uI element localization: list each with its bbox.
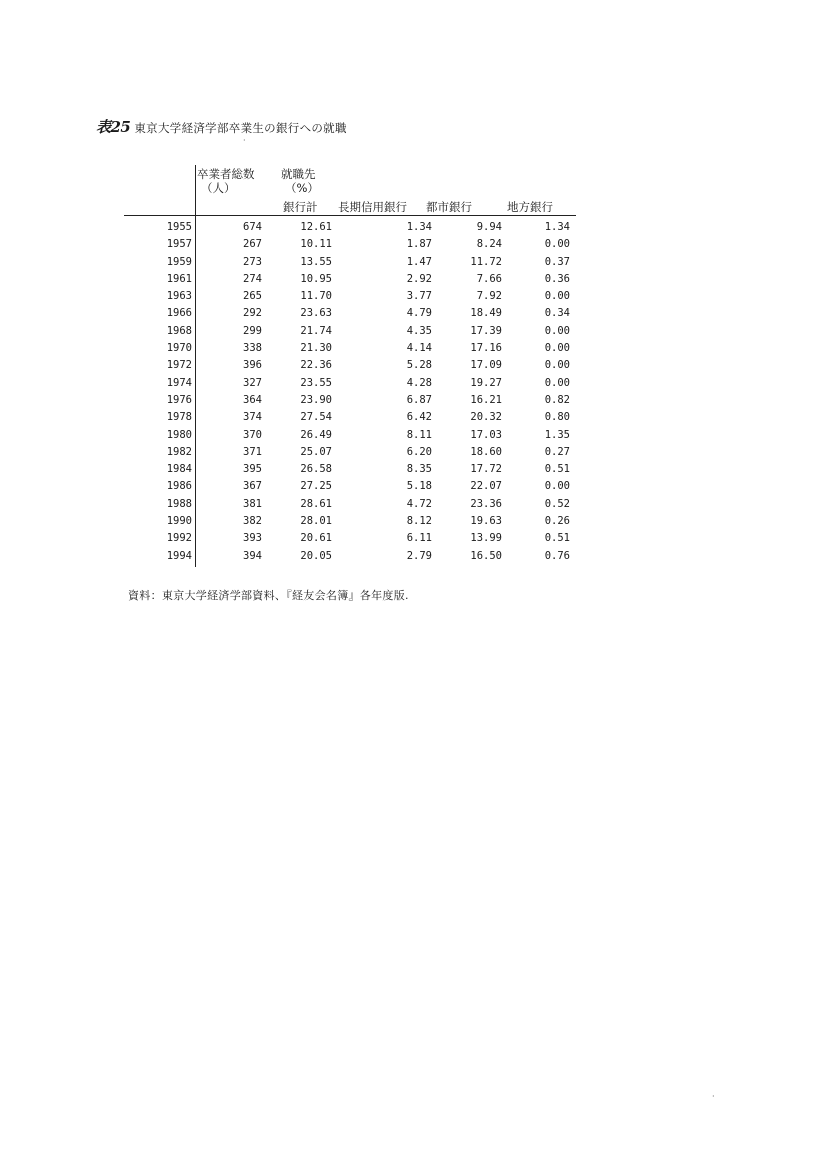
table-row: [0, 305, 827, 322]
header-graduates-line2: （人）: [201, 181, 236, 195]
cell-local-bank: 0.00: [544, 342, 570, 355]
cell-year: 1988: [166, 497, 192, 510]
cell-long-term-credit: 1.87: [406, 238, 432, 251]
cell-local-bank: 0.27: [544, 445, 570, 458]
cell-local-bank: 0.00: [544, 359, 570, 372]
cell-bank-total: 26.49: [300, 428, 332, 441]
cell-bank-total: 23.55: [300, 376, 332, 389]
cell-year: 1961: [166, 272, 192, 285]
table-row: [0, 444, 827, 461]
cell-city-bank: 7.66: [476, 272, 502, 285]
cell-year: 1986: [166, 480, 192, 493]
cell-graduates: 393: [243, 532, 262, 545]
header-graduates: [197, 167, 255, 195]
cell-city-bank: 18.49: [470, 307, 502, 320]
cell-local-bank: 1.35: [544, 428, 570, 441]
cell-local-bank: 0.82: [544, 393, 570, 406]
cell-bank-total: 20.05: [300, 549, 332, 562]
cell-city-bank: 7.92: [476, 290, 502, 303]
source-note: 資料：東京大学経済学部資料、『経友会名簿』各年度版.: [128, 589, 409, 602]
table-row: [0, 254, 827, 271]
cell-local-bank: 0.51: [544, 463, 570, 476]
cell-local-bank: 1.34: [544, 221, 570, 233]
header-employment: [281, 167, 319, 195]
cell-city-bank: 17.03: [470, 428, 502, 441]
cell-bank-total: 23.90: [300, 393, 332, 406]
cell-long-term-credit: 4.72: [406, 497, 432, 510]
header-employment-line2: （%）: [285, 181, 319, 195]
table-row: [0, 513, 827, 530]
cell-graduates: 374: [243, 411, 262, 424]
cell-local-bank: 0.80: [544, 411, 570, 424]
cell-local-bank: 0.00: [544, 324, 570, 337]
cell-bank-total: 21.74: [300, 324, 332, 337]
table-row: [0, 530, 827, 547]
header-local-bank: 地方銀行: [507, 200, 553, 214]
cell-long-term-credit: 4.79: [406, 307, 432, 320]
cell-long-term-credit: 2.92: [406, 272, 432, 285]
cell-bank-total: 21.30: [300, 342, 332, 355]
cell-city-bank: 22.07: [470, 480, 502, 493]
cell-long-term-credit: 4.14: [406, 342, 432, 355]
cell-graduates: 396: [243, 359, 262, 372]
cell-local-bank: 0.00: [544, 238, 570, 251]
cell-graduates: 381: [243, 497, 262, 510]
cell-graduates: 299: [243, 324, 262, 337]
cell-long-term-credit: 6.87: [406, 393, 432, 406]
cell-local-bank: 0.51: [544, 532, 570, 545]
cell-city-bank: 19.63: [470, 515, 502, 528]
cell-year: 1974: [166, 376, 192, 389]
cell-city-bank: 23.36: [470, 497, 502, 510]
cell-year: 1978: [166, 411, 192, 424]
cell-graduates: 367: [243, 480, 262, 493]
cell-year: 1968: [166, 324, 192, 337]
cell-long-term-credit: 8.35: [406, 463, 432, 476]
table-row: [0, 219, 827, 236]
cell-graduates: 338: [243, 342, 262, 355]
cell-long-term-credit: 4.35: [406, 324, 432, 337]
cell-graduates: 364: [243, 393, 262, 406]
cell-year: 1994: [166, 549, 192, 562]
cell-long-term-credit: 6.11: [406, 532, 432, 545]
cell-year: 1982: [166, 445, 192, 458]
cell-bank-total: 28.61: [300, 497, 332, 510]
table-row: [0, 357, 827, 374]
cell-local-bank: 0.76: [544, 549, 570, 562]
cell-long-term-credit: 6.42: [406, 411, 432, 424]
cell-local-bank: 0.00: [544, 376, 570, 389]
table-title: 東京大学経済学部卒業生の銀行への就職: [134, 121, 347, 135]
cell-city-bank: 9.94: [476, 221, 502, 233]
table-row: [0, 427, 827, 444]
cell-bank-total: 12.61: [300, 221, 332, 233]
cell-bank-total: 20.61: [300, 532, 332, 545]
cell-city-bank: 17.16: [470, 342, 502, 355]
cell-city-bank: 16.21: [470, 393, 502, 406]
cell-long-term-credit: 8.12: [406, 515, 432, 528]
cell-city-bank: 18.60: [470, 445, 502, 458]
table-row: [0, 271, 827, 288]
cell-year: 1966: [166, 307, 192, 320]
table-row: [0, 461, 827, 478]
cell-graduates: 273: [243, 255, 262, 268]
table-row: [0, 409, 827, 426]
table-row: [0, 375, 827, 392]
cell-long-term-credit: 1.47: [406, 255, 432, 268]
cell-year: 1959: [166, 255, 192, 268]
table-row: [0, 392, 827, 409]
cell-city-bank: 17.39: [470, 324, 502, 337]
cell-long-term-credit: 3.77: [406, 290, 432, 303]
cell-bank-total: 27.25: [300, 480, 332, 493]
header-city-bank: 都市銀行: [426, 200, 472, 214]
cell-graduates: 327: [243, 376, 262, 389]
cell-graduates: 674: [243, 221, 262, 233]
cell-city-bank: 17.72: [470, 463, 502, 476]
cell-year: 1957: [166, 238, 192, 251]
cell-local-bank: 0.00: [544, 290, 570, 303]
cell-year: 1963: [166, 290, 192, 303]
cell-bank-total: 10.11: [300, 238, 332, 251]
cell-local-bank: 0.37: [544, 255, 570, 268]
cell-long-term-credit: 1.34: [406, 221, 432, 233]
cell-year: 1976: [166, 393, 192, 406]
cell-local-bank: 0.26: [544, 515, 570, 528]
cell-long-term-credit: 6.20: [406, 445, 432, 458]
header-graduates-line1: 卒業者総数: [197, 167, 255, 181]
cell-bank-total: 27.54: [300, 411, 332, 424]
cell-city-bank: 16.50: [470, 549, 502, 562]
cell-city-bank: 17.09: [470, 359, 502, 372]
header-employment-line1: 就職先: [281, 167, 316, 181]
cell-long-term-credit: 4.28: [406, 376, 432, 389]
table-row: [0, 323, 827, 340]
cell-bank-total: 26.58: [300, 463, 332, 476]
cell-bank-total: 22.36: [300, 359, 332, 372]
header-long-term-credit-bank: 長期信用銀行: [338, 200, 407, 214]
cell-local-bank: 0.00: [544, 480, 570, 493]
cell-bank-total: 13.55: [300, 255, 332, 268]
cell-long-term-credit: 5.18: [406, 480, 432, 493]
cell-bank-total: 23.63: [300, 307, 332, 320]
table-row: [0, 496, 827, 513]
header-rule: [124, 215, 576, 216]
cell-long-term-credit: 2.79: [406, 549, 432, 562]
cell-bank-total: 10.95: [300, 272, 332, 285]
cell-year: 1980: [166, 428, 192, 441]
cell-graduates: 274: [243, 272, 262, 285]
cell-graduates: 395: [243, 463, 262, 476]
table-body: [0, 219, 827, 565]
cell-year: 1984: [166, 463, 192, 476]
cell-long-term-credit: 5.28: [406, 359, 432, 372]
table-row: [0, 288, 827, 305]
cell-city-bank: 19.27: [470, 376, 502, 389]
cell-bank-total: 25.07: [300, 445, 332, 458]
cell-graduates: 382: [243, 515, 262, 528]
cell-long-term-credit: 8.11: [406, 428, 432, 441]
cell-year: 1992: [166, 532, 192, 545]
table-row: [0, 548, 827, 565]
cell-local-bank: 0.36: [544, 272, 570, 285]
cell-graduates: 292: [243, 307, 262, 320]
cell-city-bank: 8.24: [476, 238, 502, 251]
table-row: [0, 236, 827, 253]
cell-graduates: 267: [243, 238, 262, 251]
cell-city-bank: 13.99: [470, 532, 502, 545]
cell-local-bank: 0.34: [544, 307, 570, 320]
cell-graduates: 371: [243, 445, 262, 458]
cell-city-bank: 11.72: [470, 255, 502, 268]
scan-speck: ·: [712, 1092, 715, 1101]
cell-year: 1972: [166, 359, 192, 372]
table-title-row: [96, 116, 347, 137]
cell-year: 1955: [166, 221, 192, 233]
scan-speck: ·: [243, 136, 246, 145]
table-row: [0, 340, 827, 357]
table-number-label: 表25: [96, 118, 131, 136]
cell-bank-total: 11.70: [300, 290, 332, 303]
cell-year: 1990: [166, 515, 192, 528]
cell-bank-total: 28.01: [300, 515, 332, 528]
table-row: [0, 478, 827, 495]
cell-city-bank: 20.32: [470, 411, 502, 424]
cell-local-bank: 0.52: [544, 497, 570, 510]
cell-graduates: 370: [243, 428, 262, 441]
header-bank-total: 銀行計: [283, 200, 318, 214]
cell-graduates: 265: [243, 290, 262, 303]
cell-year: 1970: [166, 342, 192, 355]
cell-graduates: 394: [243, 549, 262, 562]
